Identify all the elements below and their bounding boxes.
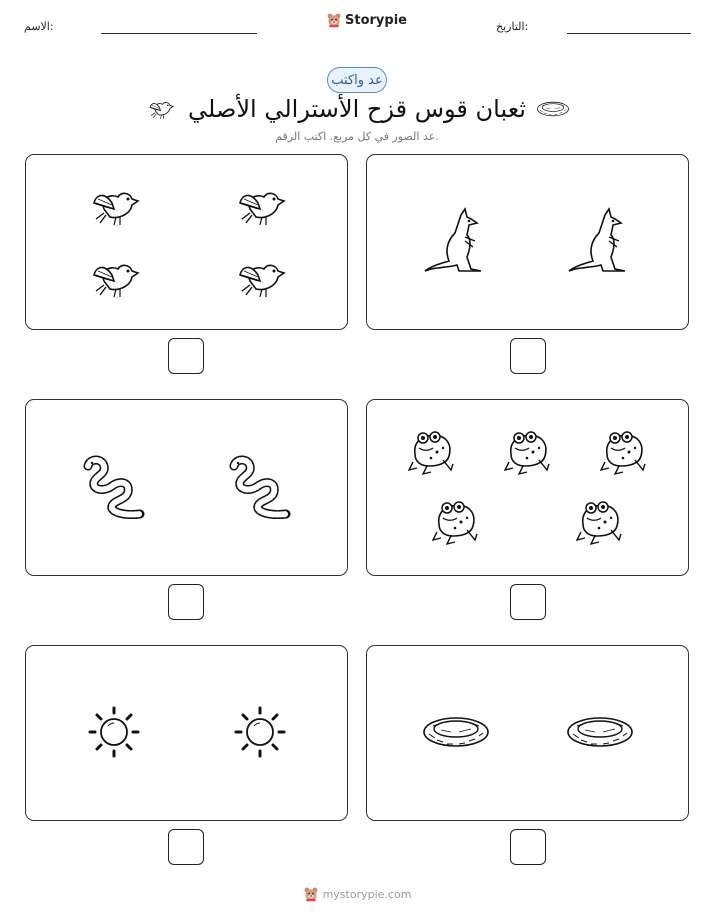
footer-url[interactable]: mystorypie.com: [322, 887, 412, 901]
count-box-snakes: [25, 399, 348, 576]
frog-icon: [407, 426, 457, 476]
bird-icon: [236, 253, 286, 303]
answer-box-nests[interactable]: [510, 829, 546, 865]
name-label: الاسم:: [24, 20, 54, 33]
snake-icon: [78, 452, 148, 522]
kangaroo-icon: [421, 207, 491, 277]
answer-box-kangaroos[interactable]: [510, 338, 546, 374]
bear-mascot-icon: [303, 886, 319, 902]
frog-icon: [575, 496, 625, 546]
count-box-nests: [366, 645, 689, 821]
page-title: ثعبان قوس قزح الأسترالي الأصلي: [188, 95, 526, 123]
bear-mascot-icon: [326, 12, 342, 28]
title-row: [0, 90, 714, 128]
date-field-line[interactable]: [567, 33, 691, 34]
nest-icon: [421, 712, 491, 752]
snake-icon: [224, 452, 294, 522]
sun-icon: [84, 702, 144, 762]
kangaroo-icon: [565, 207, 635, 277]
date-label: التاريخ:: [496, 20, 529, 33]
bird-icon: [90, 181, 140, 231]
bird-icon: [236, 181, 286, 231]
frog-icon: [599, 426, 649, 476]
frog-icon: [503, 426, 553, 476]
sun-icon: [230, 702, 290, 762]
instructions: عد الصور في كل مربع. اكتب الرقم.: [275, 130, 439, 143]
name-field-line[interactable]: [101, 33, 257, 34]
answer-box-frogs[interactable]: [510, 584, 546, 620]
answer-box-snakes[interactable]: [168, 584, 204, 620]
activity-badge: عد واكتب: [327, 67, 387, 93]
bird-icon: [90, 253, 140, 303]
brand-logo: [326, 12, 407, 28]
answer-box-birds[interactable]: [168, 338, 204, 374]
bird-icon: [144, 96, 178, 122]
brand-name: Storypie: [345, 12, 407, 28]
nest-icon: [536, 98, 570, 120]
count-box-kangaroos: [366, 154, 689, 330]
answer-box-suns[interactable]: [168, 829, 204, 865]
count-box-suns: [25, 645, 348, 821]
count-box-birds: [25, 154, 348, 330]
footer: [0, 886, 714, 902]
nest-icon: [565, 712, 635, 752]
frog-icon: [431, 496, 481, 546]
count-box-frogs: [366, 399, 689, 576]
